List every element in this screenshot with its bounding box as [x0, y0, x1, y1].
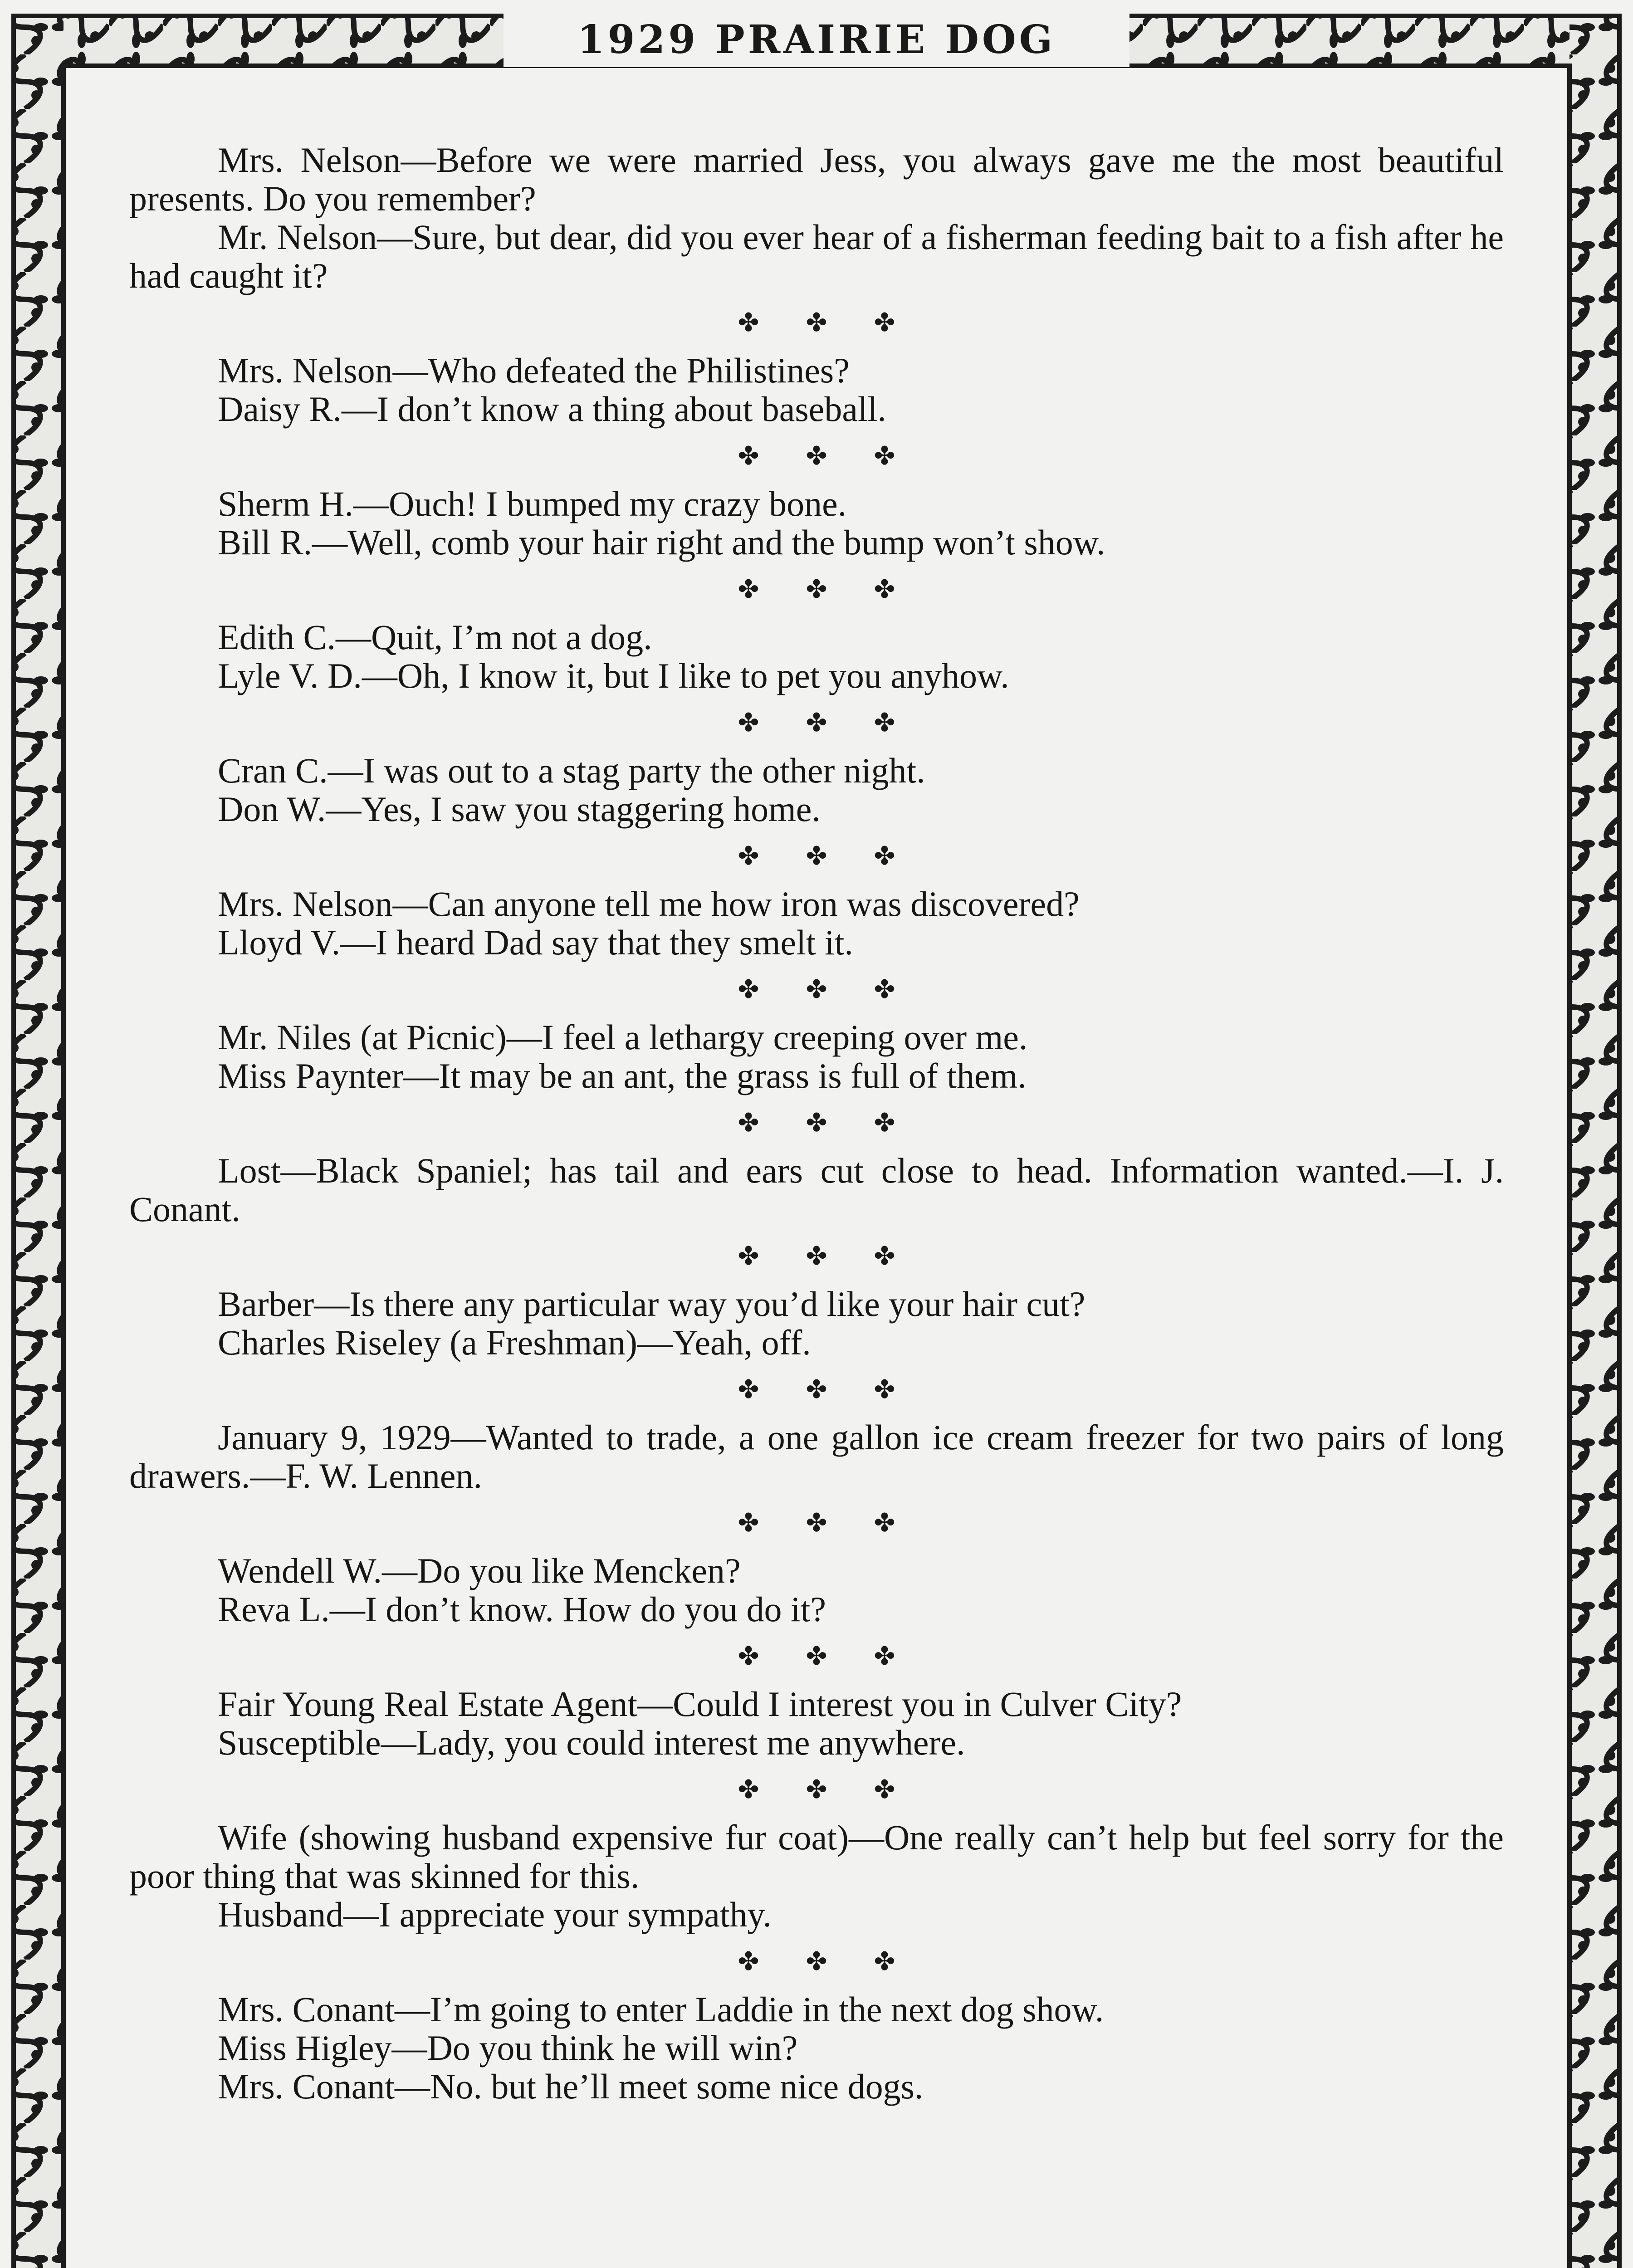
separator-ornament-icon: ✤: [874, 1948, 895, 1976]
dialogue-line: Mr. Nelson—Sure, but dear, did you ever hear of a fisherman feeding bait to a fish after he had caught it?: [129, 217, 1504, 295]
joke-entry: [129, 1151, 1504, 1228]
dialogue-line: Edith C.—Quit, I’m not a dog.: [218, 617, 652, 657]
dialogue-line: Lost—Black Spaniel; has tail and ears cut close to head. Information wanted.—I. J. Conant.: [129, 1151, 1504, 1229]
separator-ornament-icon: ✤: [738, 576, 759, 604]
joke-entry: [129, 1551, 1504, 1628]
separator-ornament-icon: ✤: [806, 442, 827, 470]
dialogue-line: Reva L.—I don’t know. How do you do it?: [218, 1589, 826, 1629]
joke-entry: [129, 751, 1504, 828]
separator-ornament-icon: ✤: [806, 576, 827, 604]
section-separator: [129, 962, 1504, 1018]
joke-entry: [129, 351, 1504, 428]
separator-ornament-icon: ✤: [806, 1242, 827, 1271]
section-separator: [129, 1762, 1504, 1818]
separator-ornament-icon: ✤: [874, 1376, 895, 1404]
section-separator: [129, 1495, 1504, 1551]
dialogue-line: Mrs. Conant—I’m going to enter Laddie in the next dog show.: [218, 1989, 1104, 2029]
separator-ornament-icon: ✤: [738, 842, 759, 870]
separator-ornament-icon: ✤: [806, 1509, 827, 1537]
separator-ornament-icon: ✤: [738, 1642, 759, 1671]
dialogue-line: Wendell W.—Do you like Mencken?: [218, 1551, 741, 1590]
separator-ornament-icon: ✤: [874, 1109, 895, 1137]
page-header-title: 1929 PRAIRIE DOG: [504, 13, 1129, 67]
dialogue-line: Bill R.—Well, comb your hair right and the bump won’t show.: [218, 523, 1105, 562]
separator-ornament-icon: ✤: [738, 309, 759, 337]
separator-ornament-icon: ✤: [874, 309, 895, 337]
separator-ornament-icon: ✤: [738, 442, 759, 470]
joke-entry: [129, 1018, 1504, 1095]
separator-ornament-icon: ✤: [874, 1509, 895, 1537]
dialogue-line: Lloyd V.—I heard Dad say that they smelt it.: [218, 923, 853, 962]
separator-ornament-icon: ✤: [738, 1948, 759, 1976]
separator-ornament-icon: ✤: [874, 842, 895, 870]
section-separator: [129, 295, 1504, 351]
separator-ornament-icon: ✤: [738, 976, 759, 1004]
dialogue-line: Daisy R.—I don’t know a thing about baseball.: [218, 389, 886, 429]
separator-ornament-icon: ✤: [806, 709, 827, 737]
joke-entry: [129, 885, 1504, 962]
dialogue-line: Charles Riseley (a Freshman)—Yeah, off.: [218, 1323, 811, 1362]
section-separator: [129, 695, 1504, 751]
joke-entry: [129, 1990, 1504, 2106]
separator-ornament-icon: ✤: [806, 309, 827, 337]
separator-ornament-icon: ✤: [874, 1776, 895, 1804]
dialogue-line: Mrs. Nelson—Before we were married Jess, you always gave me the most beautiful presents. Do you remember?: [129, 140, 1504, 218]
dialogue-line: Don W.—Yes, I saw you staggering home.: [218, 789, 821, 829]
dialogue-line: Husband—I appreciate your sympathy.: [218, 1895, 772, 1934]
joke-entry: [129, 1418, 1504, 1495]
dialogue-line: Mrs. Nelson—Who defeated the Philistines?: [218, 351, 850, 390]
section-separator: [129, 562, 1504, 618]
dialogue-line: Mrs. Conant—No. but he’ll meet some nice dogs.: [218, 2067, 924, 2106]
separator-ornament-icon: ✤: [738, 1376, 759, 1404]
section-separator: [129, 828, 1504, 885]
dialogue-line: Barber—Is there any particular way you’d like your hair cut?: [218, 1284, 1085, 1324]
separator-ornament-icon: ✤: [806, 1642, 827, 1671]
separator-ornament-icon: ✤: [806, 1948, 827, 1976]
joke-entry: [129, 1818, 1504, 1934]
joke-entry: [129, 1285, 1504, 1362]
section-separator: [129, 1095, 1504, 1151]
section-separator: [129, 1362, 1504, 1418]
dialogue-line: Wife (showing husband expensive fur coat)—One really can’t help but feel sorry for the poor thing that was skinned for this.: [129, 1818, 1504, 1896]
separator-ornament-icon: ✤: [806, 976, 827, 1004]
separator-ornament-icon: ✤: [874, 442, 895, 470]
separator-ornament-icon: ✤: [738, 1776, 759, 1804]
section-separator: [129, 1934, 1504, 1990]
separator-ornament-icon: ✤: [738, 1109, 759, 1137]
separator-ornament-icon: ✤: [806, 1376, 827, 1404]
joke-entry: [129, 484, 1504, 562]
dialogue-line: Susceptible—Lady, you could interest me anywhere.: [218, 1723, 965, 1762]
separator-ornament-icon: ✤: [738, 1242, 759, 1271]
separator-ornament-icon: ✤: [806, 842, 827, 870]
jokes-column: [129, 141, 1504, 2106]
dialogue-line: Mrs. Nelson—Can anyone tell me how iron was discovered?: [218, 884, 1080, 924]
separator-ornament-icon: ✤: [874, 1642, 895, 1671]
separator-ornament-icon: ✤: [874, 976, 895, 1004]
section-separator: [129, 1228, 1504, 1285]
dialogue-line: Mr. Niles (at Picnic)—I feel a lethargy creeping over me.: [218, 1017, 1028, 1057]
dialogue-line: Miss Paynter—It may be an ant, the grass is full of them.: [218, 1056, 1027, 1095]
separator-ornament-icon: ✤: [806, 1776, 827, 1804]
section-separator: [129, 428, 1504, 484]
dialogue-line: Sherm H.—Ouch! I bumped my crazy bone.: [218, 484, 847, 523]
dialogue-line: January 9, 1929—Wanted to trade, a one gallon ice cream freezer for two pairs of long drawers.—F. W. Lennen.: [129, 1418, 1504, 1496]
separator-ornament-icon: ✤: [738, 1509, 759, 1537]
dialogue-line: Lyle V. D.—Oh, I know it, but I like to pet you anyhow.: [218, 656, 1009, 695]
section-separator: [129, 1628, 1504, 1685]
separator-ornament-icon: ✤: [874, 709, 895, 737]
separator-ornament-icon: ✤: [738, 709, 759, 737]
joke-entry: [129, 1685, 1504, 1762]
separator-ornament-icon: ✤: [874, 576, 895, 604]
dialogue-line: Cran C.—I was out to a stag party the other night.: [218, 751, 925, 790]
separator-ornament-icon: ✤: [874, 1242, 895, 1271]
joke-entry: [129, 141, 1504, 295]
dialogue-line: Miss Higley—Do you think he will win?: [218, 2028, 798, 2068]
joke-entry: [129, 618, 1504, 695]
separator-ornament-icon: ✤: [806, 1109, 827, 1137]
dialogue-line: Fair Young Real Estate Agent—Could I interest you in Culver City?: [218, 1684, 1182, 1724]
